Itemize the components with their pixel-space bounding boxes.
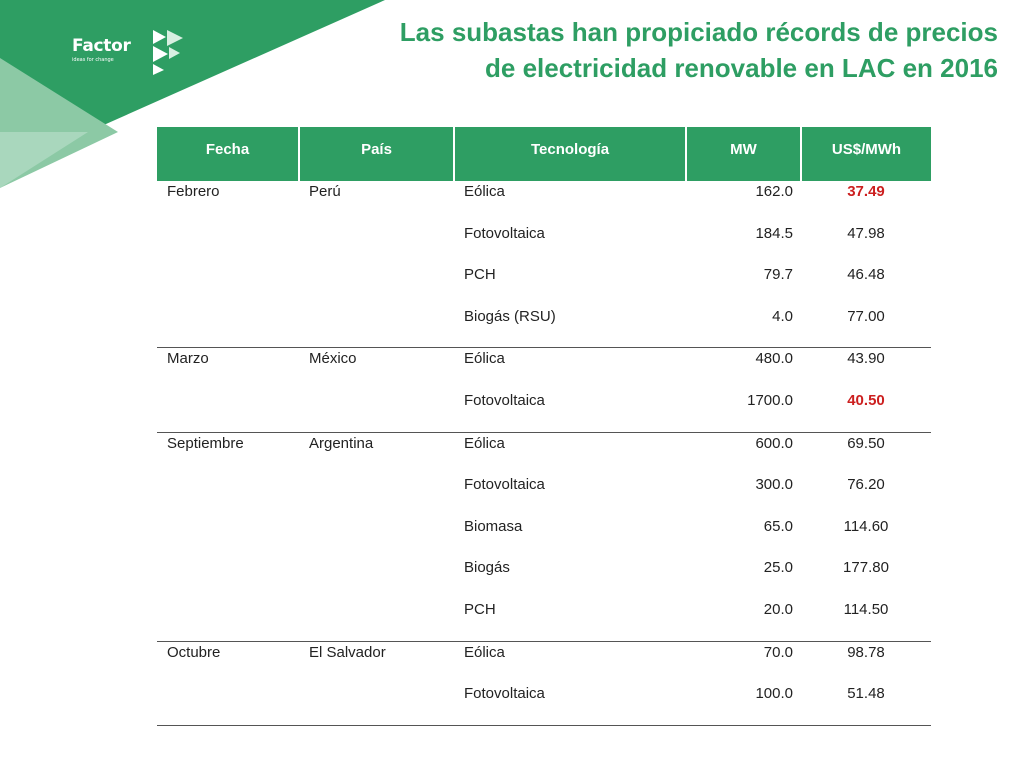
header-price: US$/MWh — [801, 127, 931, 181]
cell-mw: 70.0 — [763, 643, 793, 661]
cell-mw: 20.0 — [686, 599, 801, 641]
cell-fecha — [157, 599, 299, 641]
header-pais: País — [299, 127, 454, 181]
cell-mw: 100.0 — [686, 683, 801, 725]
cell-mw: 480.0 — [755, 350, 793, 368]
cell-fecha — [157, 474, 299, 516]
cell-price: 51.48 — [801, 683, 931, 725]
cell-price: 46.48 — [847, 266, 885, 284]
cell-fecha — [157, 516, 299, 558]
cell-fecha — [157, 683, 299, 725]
cell-fecha: Marzo — [167, 350, 209, 368]
logo-wordmark: Factor — [72, 36, 131, 56]
table-row — [157, 432, 931, 474]
cell-fecha: Octubre — [167, 643, 221, 661]
cell-fecha — [157, 390, 299, 432]
cell-mw: 162.0 — [755, 183, 793, 200]
cell-tecnologia: Eólica — [464, 434, 505, 452]
auction-table — [157, 127, 931, 726]
table-row — [157, 306, 931, 348]
table-body — [157, 181, 931, 725]
cell-tecnologia: Biogás (RSU) — [454, 306, 686, 348]
table-row — [157, 348, 931, 390]
table-row — [157, 641, 931, 683]
table-row — [157, 390, 931, 432]
cell-fecha — [157, 557, 299, 599]
cell-pais: Argentina — [309, 434, 374, 452]
cell-mw: 300.0 — [755, 476, 793, 494]
cell-tecnologia: Fotovoltaica — [464, 224, 545, 242]
table-header-row — [157, 127, 931, 181]
table-row — [157, 599, 931, 641]
cell-tecnologia: Eólica — [464, 350, 505, 368]
table-row — [157, 474, 931, 516]
table-row — [157, 683, 931, 725]
cell-pais: Perú — [309, 183, 341, 200]
cell-tecnologia: PCH — [454, 599, 686, 641]
cell-tecnologia: Fotovoltaica — [454, 683, 686, 725]
cell-price: 76.20 — [847, 476, 885, 494]
cell-pais — [299, 306, 454, 348]
cell-pais — [299, 683, 454, 725]
cell-pais — [299, 599, 454, 641]
cell-tecnologia: Biomasa — [464, 517, 523, 535]
cell-price: 37.49 — [847, 183, 885, 200]
cell-fecha — [157, 306, 299, 348]
cell-pais: El Salvador — [309, 643, 386, 661]
cell-tecnologia: Fotovoltaica — [454, 390, 686, 432]
cell-tecnologia: Biogás — [464, 559, 510, 577]
cell-tecnologia: PCH — [464, 266, 496, 284]
cell-mw: 25.0 — [763, 559, 793, 577]
cell-price: 47.98 — [847, 224, 885, 242]
cell-pais — [299, 223, 454, 265]
cell-tecnologia: Fotovoltaica — [464, 476, 545, 494]
cell-price: 40.50 — [801, 390, 931, 432]
table-row — [157, 516, 931, 558]
cell-tecnologia: Eólica — [464, 183, 505, 200]
cell-price: 98.78 — [847, 643, 885, 661]
cell-mw: 1700.0 — [686, 390, 801, 432]
header-fecha: Fecha — [157, 127, 299, 181]
cell-fecha: Septiembre — [167, 434, 244, 452]
cell-fecha — [157, 223, 299, 265]
title-line-2: de electricidad renovable en LAC en 2016 — [485, 53, 998, 83]
cell-price: 114.50 — [801, 599, 931, 641]
cell-pais — [299, 474, 454, 516]
cell-price: 114.60 — [843, 517, 889, 535]
cell-pais — [299, 390, 454, 432]
cell-mw: 184.5 — [755, 224, 793, 242]
cell-price: 69.50 — [847, 434, 885, 452]
logo-tagline: ideas for change — [72, 57, 114, 63]
cell-pais: México — [309, 350, 357, 368]
cell-tecnologia: Eólica — [464, 643, 505, 661]
table-row — [157, 181, 931, 223]
title-line-1: Las subastas han propiciado récords de precios — [399, 17, 998, 47]
cell-pais — [299, 516, 454, 558]
table-row — [157, 264, 931, 306]
cell-mw: 600.0 — [755, 434, 793, 452]
cell-pais — [299, 264, 454, 306]
header-mw: MW — [686, 127, 801, 181]
cell-price: 177.80 — [843, 559, 889, 577]
cell-price: 77.00 — [801, 306, 931, 348]
slide-title — [298, 14, 998, 86]
cell-mw: 79.7 — [763, 266, 793, 284]
logo-f-icon — [150, 28, 186, 76]
cell-pais — [299, 557, 454, 599]
factor-logo — [72, 38, 131, 63]
cell-price: 43.90 — [847, 350, 885, 368]
cell-fecha: Febrero — [167, 183, 220, 200]
cell-fecha — [157, 264, 299, 306]
cell-mw: 65.0 — [763, 517, 793, 535]
table-row — [157, 223, 931, 265]
header-tecnologia: Tecnología — [454, 127, 686, 181]
cell-mw: 4.0 — [686, 306, 801, 348]
table-row — [157, 557, 931, 599]
